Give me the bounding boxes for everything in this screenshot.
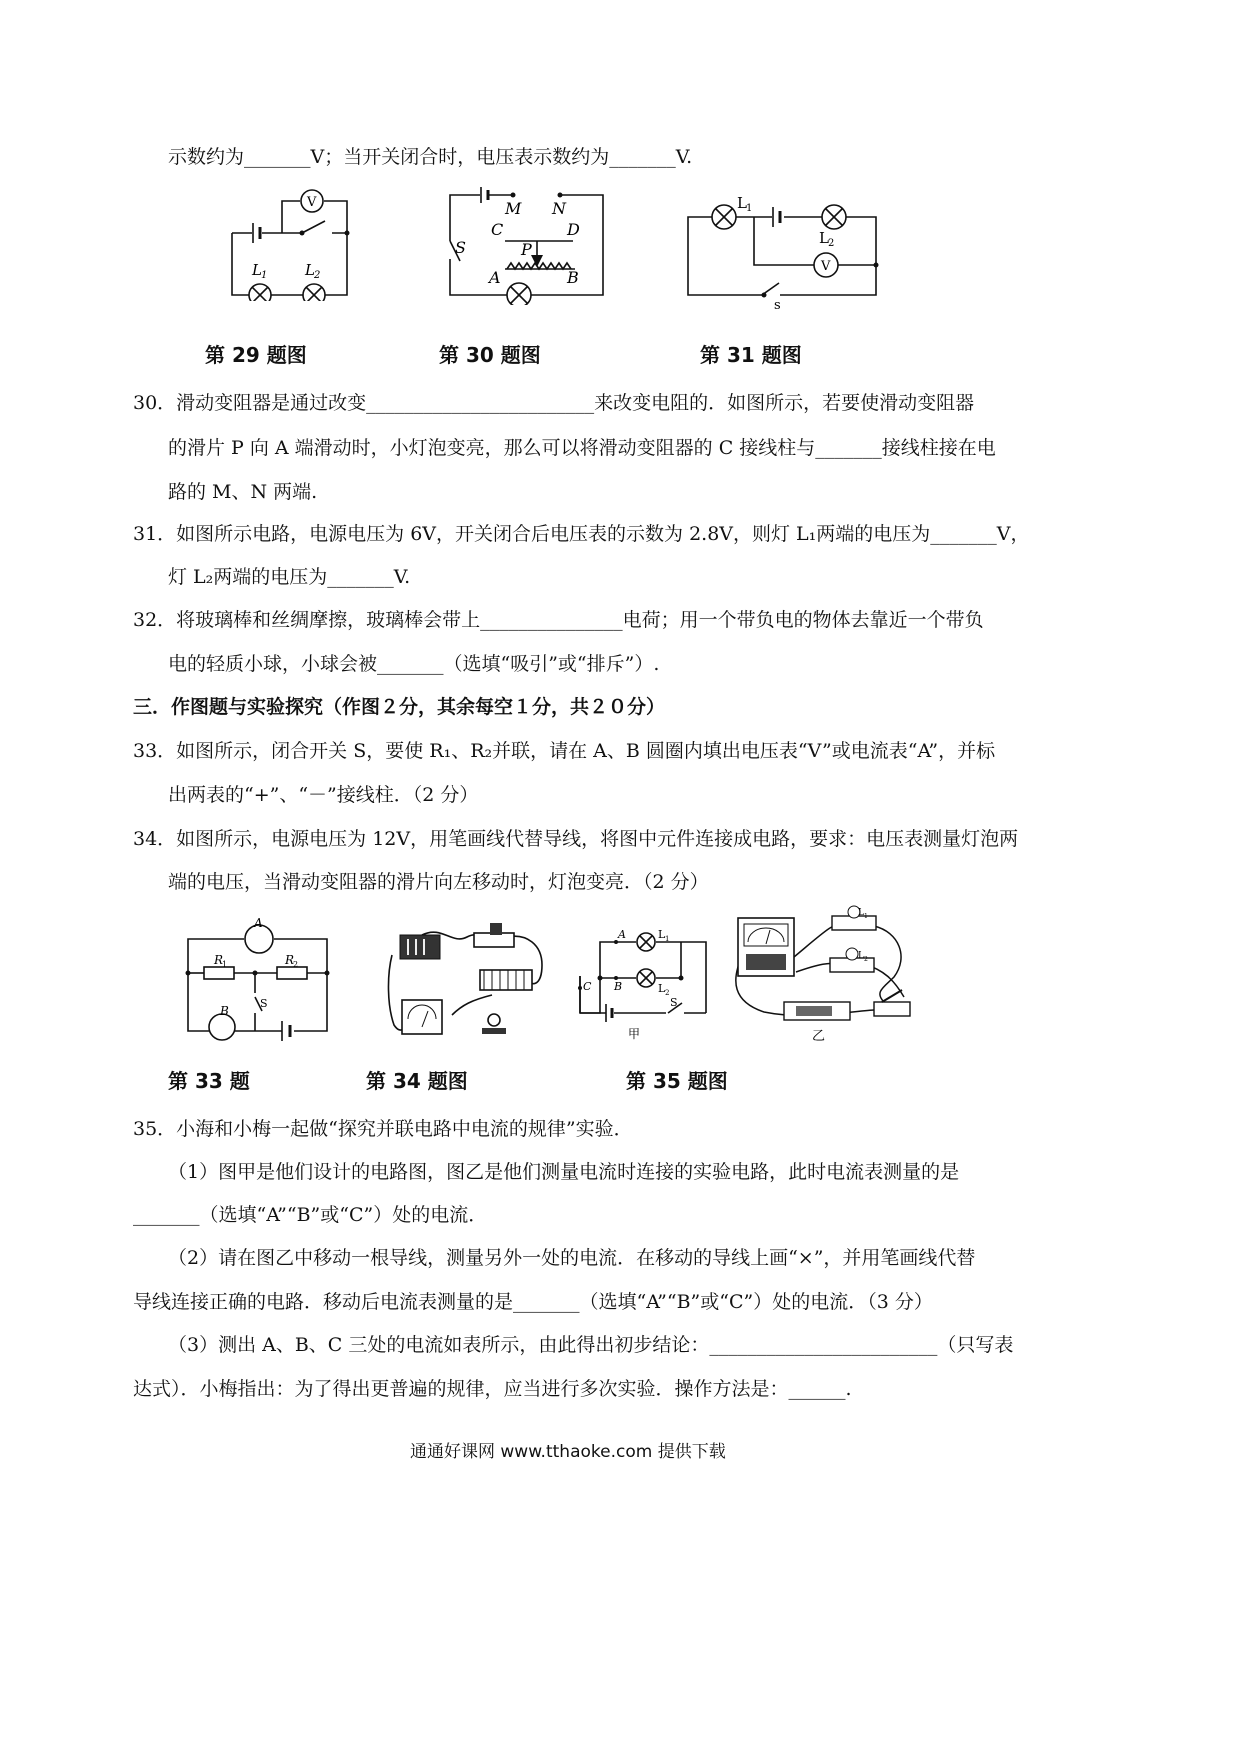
question-35-part1-cont: _______（选填“A”“B”或“C”）处的电流． (133, 1204, 488, 1226)
svg-text:S: S (260, 997, 268, 1010)
figure-29-circuit (222, 183, 362, 301)
figure-35-jia-circuit (576, 918, 711, 1043)
svg-text:B: B (567, 268, 579, 287)
svg-text:L: L (658, 982, 666, 995)
section-3-heading: 三．作图题与实验探究（作图２分，其余每空１分，共２０分） (133, 696, 666, 718)
svg-text:R: R (285, 953, 295, 967)
svg-text:1: 1 (746, 203, 753, 214)
figure-30-circuit (445, 183, 615, 305)
svg-text:2: 2 (293, 960, 299, 969)
svg-text:P: P (521, 240, 532, 259)
question-33-cont: 出两表的“+”、“－”接线柱．（2 分） (168, 784, 479, 806)
svg-text:乙: 乙 (812, 1029, 826, 1044)
figure-30-caption: 第 30 题图 (439, 343, 541, 367)
svg-text:C: C (583, 980, 592, 993)
svg-text:V: V (307, 195, 317, 210)
figure-35-yi-apparatus (724, 902, 924, 1047)
svg-text:B: B (220, 1004, 229, 1018)
svg-text:L: L (737, 195, 747, 212)
svg-text:C: C (491, 220, 504, 239)
svg-text:L: L (858, 951, 864, 961)
figure-29-caption: 第 29 题图 (205, 343, 307, 367)
svg-text:2: 2 (828, 238, 835, 249)
figure-33-caption: 第 33 题 (168, 1069, 250, 1093)
question-33: 33．如图所示，闭合开关 S，要使 R₁、R₂并联，请在 A、B 圆圈内填出电压表“V”或电流表“A”，并标 (133, 740, 996, 762)
svg-text:1: 1 (261, 270, 268, 281)
svg-text:M: M (505, 199, 522, 218)
question-35-part3-cont: 达式）．小梅指出：为了得出更普遍的规律，应当进行多次实验．操作方法是：______. (133, 1378, 852, 1400)
question-30-cont: 路的 M、N 两端. (168, 481, 318, 503)
svg-text:L: L (658, 928, 666, 941)
svg-text:甲: 甲 (628, 1027, 641, 1041)
question-32: 32．将玻璃棒和丝绸摩擦，玻璃棒会带上_______________电荷；用一个带负电的物体去靠近一个带负 (133, 609, 984, 631)
figure-35-caption: 第 35 题图 (626, 1069, 728, 1093)
svg-text:A: A (254, 916, 263, 930)
question-35-part2: （2）请在图乙中移动一根导线，测量另外一处的电流．在移动的导线上画“×”，并用笔画线代替 (168, 1247, 976, 1269)
svg-text:s: s (774, 298, 781, 313)
svg-text:B: B (614, 980, 623, 993)
question-34: 34．如图所示，电源电压为 12V，用笔画线代替导线，将图中元件连接成电路，要求：电压表测量灯泡两 (133, 828, 1019, 850)
svg-text:1: 1 (222, 960, 228, 969)
svg-text:1: 1 (864, 913, 868, 920)
figure-31-circuit (684, 195, 884, 313)
question-34-cont: 端的电压，当滑动变阻器的滑片向左移动时，灯泡变亮．（2 分） (168, 871, 709, 893)
svg-text:R: R (214, 953, 224, 967)
svg-text:S: S (670, 996, 678, 1009)
svg-text:2: 2 (864, 956, 868, 963)
svg-text:2: 2 (314, 270, 321, 281)
svg-text:L: L (252, 261, 262, 279)
question-30: 30．滑动变阻器是通过改变________________________来改变电阻的．如图所示，若要使滑动变阻器 (133, 392, 975, 414)
svg-text:1: 1 (665, 935, 670, 943)
figure-34-apparatus (382, 915, 552, 1045)
svg-text:S: S (455, 238, 466, 257)
svg-text:D: D (567, 220, 580, 239)
question-35-part1: （1）图甲是他们设计的电路图，图乙是他们测量电流时连接的实验电路，此时电流表测量的是 (168, 1161, 960, 1183)
figure-33-circuit (182, 915, 332, 1045)
question-30-cont: 的滑片 P 向 A 端滑动时，小灯泡变亮，那么可以将滑动变阻器的 C 接线柱与_______接线柱接在电 (168, 437, 996, 459)
question-32-cont: 电的轻质小球，小球会被_______（选填“吸引”或“排斥”）. (168, 653, 660, 675)
svg-text:L: L (305, 261, 315, 279)
svg-text:A: A (618, 928, 626, 941)
svg-text:A: A (489, 268, 501, 287)
svg-text:N: N (552, 199, 566, 218)
figure-31-caption: 第 31 题图 (700, 343, 802, 367)
page-footer: 通通好课网 www.tthaoke.com 提供下载 (410, 1442, 726, 1462)
svg-text:V: V (821, 259, 831, 274)
question-31: 31．如图所示电路，电源电压为 6V，开关闭合后电压表的示数为 2.8V，则灯 L₁两端的电压为_______V， (133, 523, 1030, 545)
question-31-cont: 灯 L₂两端的电压为_______V. (168, 566, 411, 588)
figure-34-caption: 第 34 题图 (366, 1069, 468, 1093)
svg-text:L: L (858, 908, 864, 918)
svg-text:2: 2 (665, 989, 670, 997)
svg-text:L: L (819, 229, 829, 247)
question-35: 35．小海和小梅一起做“探究并联电路中电流的规律”实验． (133, 1118, 633, 1140)
question-35-part2-cont: 导线连接正确的电路．移动后电流表测量的是_______（选填“A”“B”或“C”）处的电流．（3 分） (133, 1291, 933, 1313)
text-line: 示数约为_______V；当开关闭合时，电压表示数约为_______V. (168, 146, 693, 168)
question-35-part3: （3）测出 A、B、C 三处的电流如表所示，由此得出初步结论：________________________（只写表 (168, 1334, 1014, 1356)
